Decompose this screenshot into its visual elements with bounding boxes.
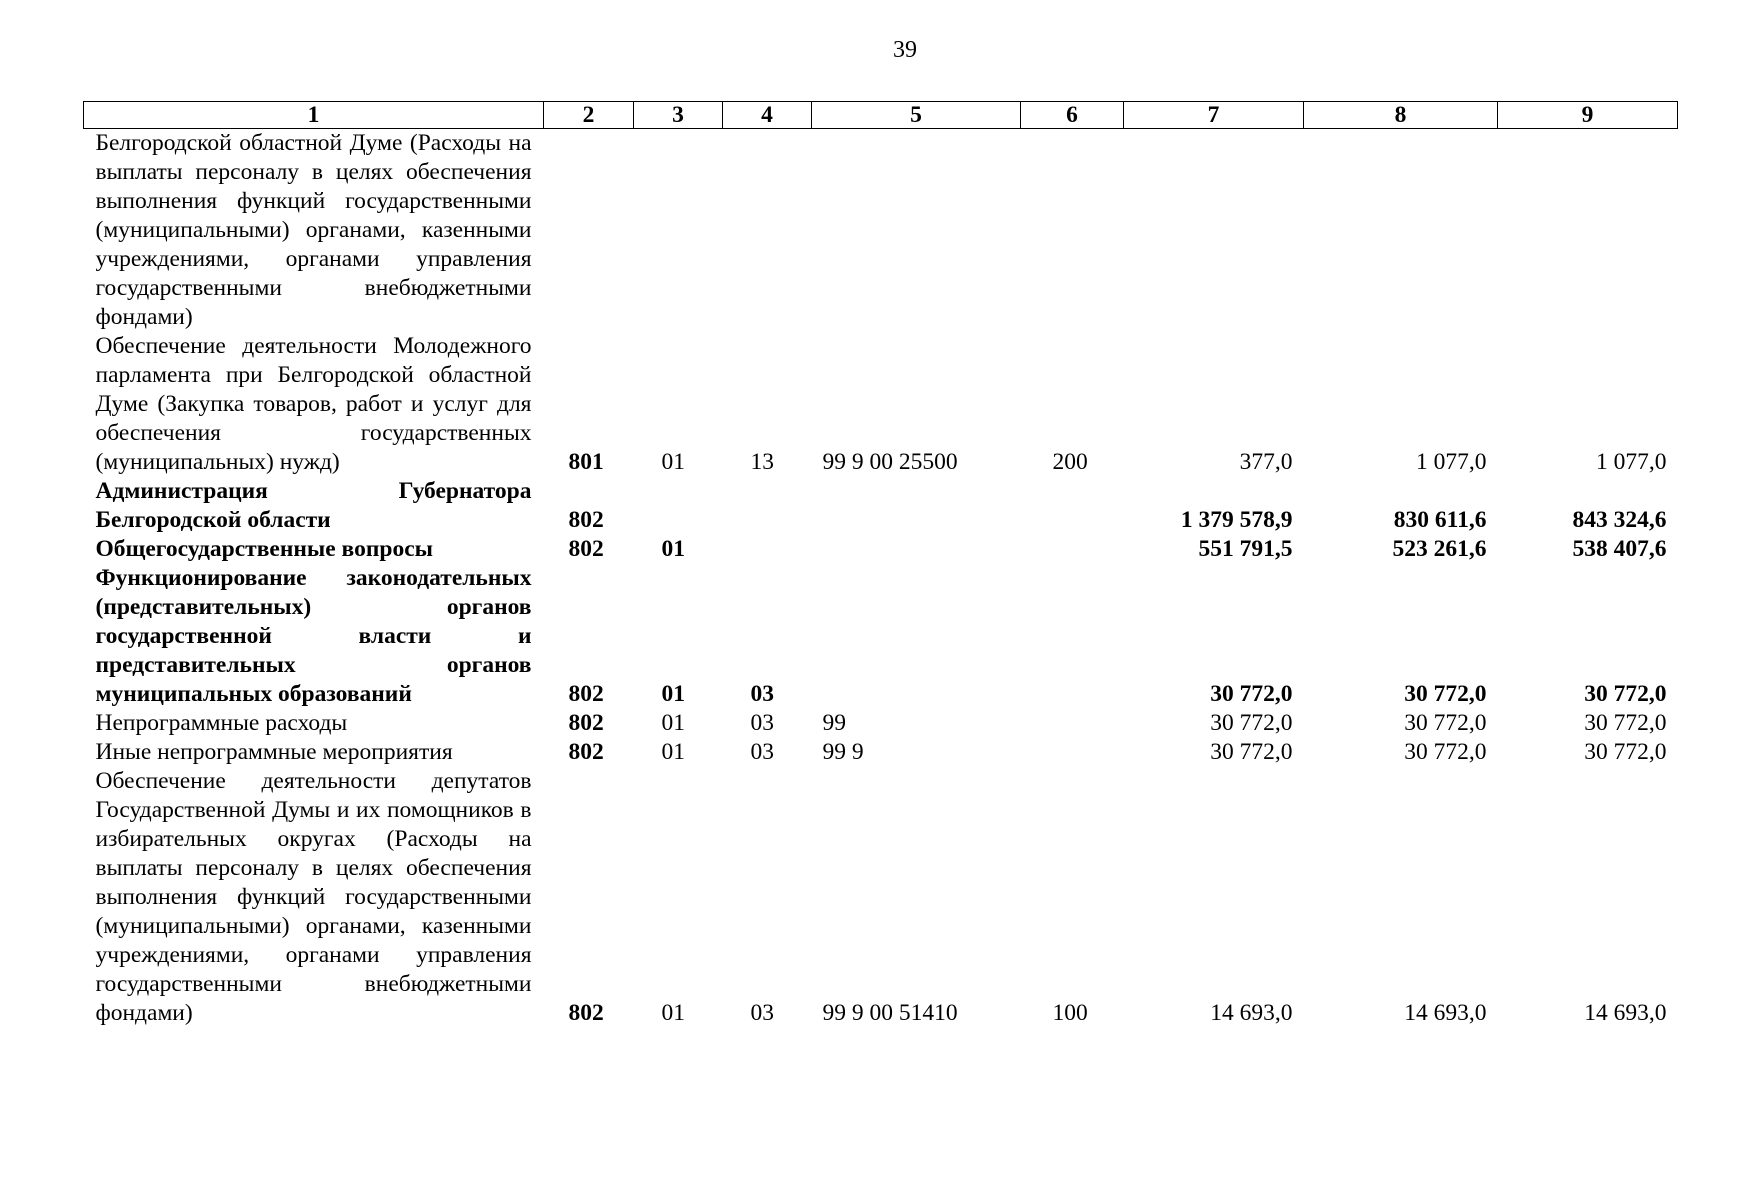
- column-header-2: 2: [544, 102, 634, 129]
- table-header: [84, 102, 1678, 129]
- row-c5: 99 9: [822, 739, 864, 765]
- row-c7: 30 772,0: [1210, 710, 1293, 736]
- row-name: Администрация Губернатора Белгородской области: [95, 478, 532, 533]
- row-c6: [1021, 709, 1124, 738]
- row-name: Иные непрограммные мероприятия: [95, 739, 453, 765]
- column-header-5: 5: [812, 102, 1021, 129]
- row-c4: [723, 477, 812, 535]
- row-c6: [1021, 738, 1124, 767]
- row-c3: 01: [661, 681, 685, 707]
- row-c4: 03: [750, 1000, 774, 1026]
- row-c7: 1 379 578,9: [1180, 507, 1293, 533]
- table-body: [84, 129, 1678, 1029]
- row-c9: 30 772,0: [1584, 681, 1667, 707]
- row-c3: 01: [661, 710, 685, 736]
- row-c4: 03: [750, 681, 774, 707]
- row-c4: 03: [750, 710, 774, 736]
- row-c7: [1124, 129, 1304, 333]
- row-c8: 30 772,0: [1404, 710, 1487, 736]
- row-c2: 802: [568, 739, 604, 765]
- page-number: 39: [893, 37, 917, 63]
- table-row: [84, 535, 1678, 564]
- column-header-6: 6: [1021, 102, 1124, 129]
- row-c3: 01: [661, 536, 685, 562]
- row-c2: 802: [568, 507, 604, 533]
- row-name: Общегосударственные вопросы: [95, 536, 433, 562]
- table-row: [84, 332, 1678, 477]
- row-c7: 30 772,0: [1210, 739, 1293, 765]
- column-header-3: 3: [634, 102, 723, 129]
- row-name: Обеспечение деятельности депутатов Государственной Думы и их помощников в избирательных округах (Расходы на выплаты персоналу в целях обеспечения выполнения функций государственными (муниципальными) органами, казенными учреждениями, органами управления государственными внебюджетными фондами): [95, 768, 532, 1026]
- row-c9: 30 772,0: [1584, 710, 1667, 736]
- row-name: Белгородской областной Думе (Расходы на выплаты персоналу в целях обеспечения выполнения функций государственными (муниципальными) органами, казенными учреждениями, органами управления государственными внебюджетными фондами): [95, 130, 532, 330]
- row-name: Функционирование законодательных (представительных) органов государственной власти и представительных органов муниципальных образований: [95, 565, 532, 707]
- row-c4: [723, 129, 812, 333]
- row-c6: [1021, 129, 1124, 333]
- row-c9: 14 693,0: [1584, 1000, 1667, 1026]
- row-c7: 14 693,0: [1210, 1000, 1293, 1026]
- row-c9: 538 407,6: [1572, 536, 1667, 562]
- row-c9: 843 324,6: [1572, 507, 1667, 533]
- row-c6: [1021, 535, 1124, 564]
- row-c5: 99: [822, 710, 846, 736]
- table-row: [84, 738, 1678, 767]
- row-c4: 13: [750, 449, 774, 475]
- row-c9: 30 772,0: [1584, 739, 1667, 765]
- row-c8: 523 261,6: [1392, 536, 1487, 562]
- row-c3: 01: [661, 739, 685, 765]
- row-c5: [812, 535, 1021, 564]
- row-c7: 377,0: [1239, 449, 1293, 475]
- row-c3: 01: [661, 449, 685, 475]
- table-row: [84, 767, 1678, 1028]
- row-c2: 801: [568, 449, 604, 475]
- row-c9: 1 077,0: [1596, 449, 1667, 475]
- row-c5: [812, 477, 1021, 535]
- row-c5: [812, 564, 1021, 709]
- row-c6: [1021, 477, 1124, 535]
- row-c8: 30 772,0: [1404, 681, 1487, 707]
- row-c2: [544, 129, 634, 333]
- header-row: [84, 102, 1678, 129]
- table-row: [84, 564, 1678, 709]
- row-c2: 802: [568, 710, 604, 736]
- row-c8: 14 693,0: [1404, 1000, 1487, 1026]
- column-header-1: 1: [84, 102, 544, 129]
- row-c4: [723, 535, 812, 564]
- row-c5: 99 9 00 25500: [822, 449, 958, 475]
- row-c9: [1498, 129, 1678, 333]
- column-header-9: 9: [1498, 102, 1678, 129]
- row-c2: 802: [568, 681, 604, 707]
- column-header-4: 4: [723, 102, 812, 129]
- row-c3: [634, 129, 723, 333]
- row-c5: 99 9 00 51410: [822, 1000, 958, 1026]
- row-c3: [634, 477, 723, 535]
- row-name: Обеспечение деятельности Молодежного парламента при Белгородской областной Думе (Закупка товаров, работ и услуг для обеспечения государственных (муниципальных) нужд): [95, 333, 532, 475]
- row-c6: 100: [1052, 1000, 1088, 1026]
- budget-table: [83, 101, 1678, 1028]
- column-header-7: 7: [1124, 102, 1304, 129]
- row-c8: [1304, 129, 1498, 333]
- row-c7: 30 772,0: [1210, 681, 1293, 707]
- table-row: [84, 129, 1678, 333]
- row-c4: 03: [750, 739, 774, 765]
- table-row: [84, 477, 1678, 535]
- row-c2: 802: [568, 1000, 604, 1026]
- row-name: Непрограммные расходы: [95, 710, 348, 736]
- row-c7: 551 791,5: [1198, 536, 1293, 562]
- row-c5: [812, 129, 1021, 333]
- table-row: [84, 709, 1678, 738]
- row-c6: 200: [1052, 449, 1088, 475]
- column-header-8: 8: [1304, 102, 1498, 129]
- row-c8: 1 077,0: [1416, 449, 1487, 475]
- row-c8: 30 772,0: [1404, 739, 1487, 765]
- row-c3: 01: [661, 1000, 685, 1026]
- row-c8: 830 611,6: [1393, 507, 1487, 533]
- row-c2: 802: [568, 536, 604, 562]
- row-c6: [1021, 564, 1124, 709]
